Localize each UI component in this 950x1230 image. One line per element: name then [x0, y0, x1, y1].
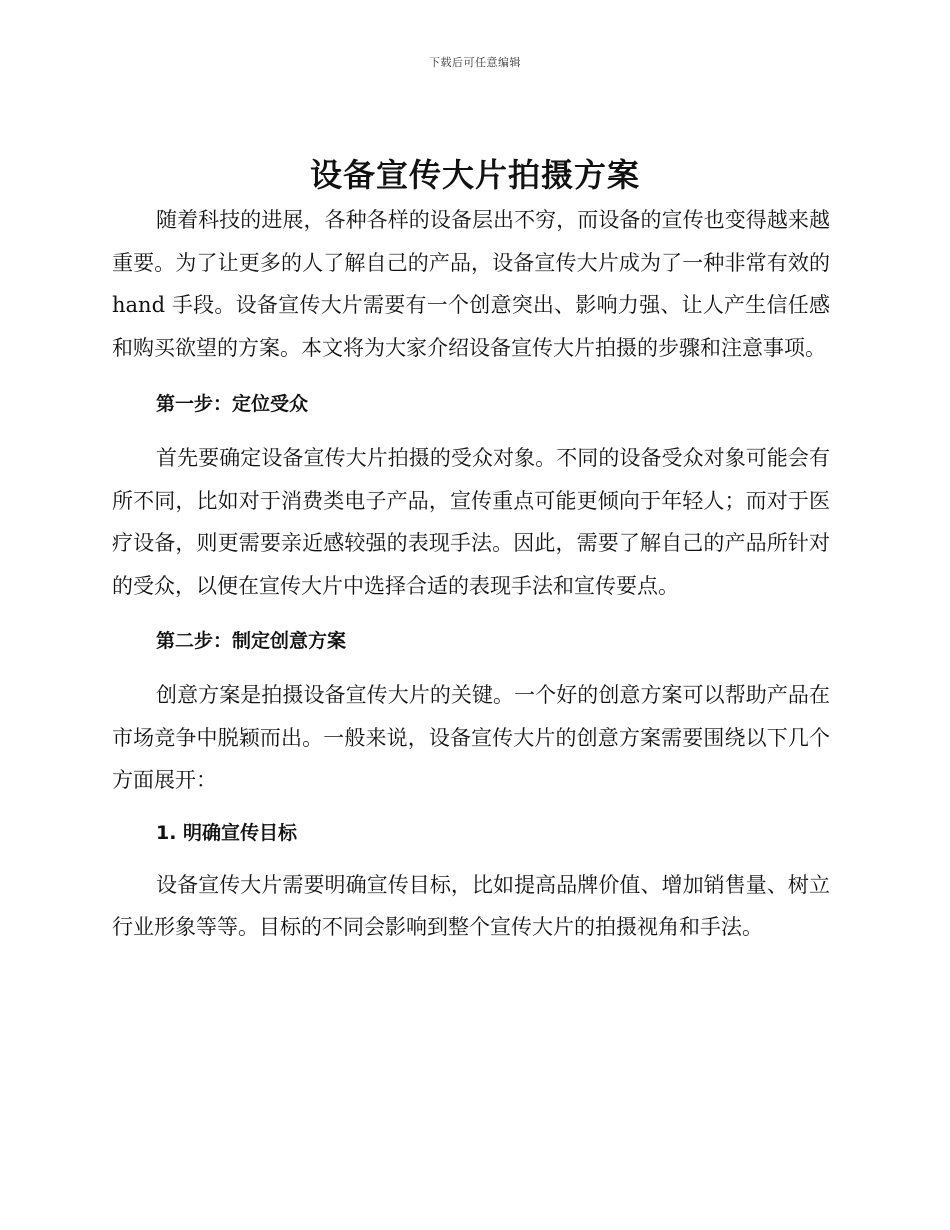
step2-heading: 第二步：制定创意方案 [156, 630, 347, 652]
intro-paragraph: 随着科技的进展，各种各样的设备层出不穷，而设备的宣传也变得越来越重要。为了让更多的人了解自己的产品，设备宣传大片成为了一种非常有效的 hand 手段。设备宣传大片需要有一个创意突出、影响力强、让人产生信任感和购买欲望的方案。本文将为大家介绍设备宣传大片拍摄的步骤和注意事项。 [112, 208, 830, 360]
subsection1-heading: 1. 明确宣传目标 [156, 821, 298, 844]
step1-heading: 第一步：定位受众 [156, 393, 309, 415]
header-note: 下载后可任意编辑 [429, 56, 521, 69]
document-title: 设备宣传大片拍摄方案 [309, 156, 640, 194]
subsection1-paragraph: 设备宣传大片需要明确宣传目标，比如提高品牌价值、增加销售量、树立行业形象等等。目标的不同会影响到整个宣传大片的拍摄视角和手法。 [112, 872, 830, 939]
document-body [112, 199, 830, 949]
step1-paragraph: 首先要确定设备宣传大片拍摄的受众对象。不同的设备受众对象可能会有所不同，比如对于消费类电子产品，宣传重点可能更倾向于年轻人；而对于医疗设备，则更需要亲近感较强的表现手法。因此，需要了解自己的产品所针对的受众，以便在宣传大片中选择合适的表现手法和宣传要点。 [112, 446, 830, 598]
step2-paragraph: 创意方案是拍摄设备宣传大片的关键。一个好的创意方案可以帮助产品在市场竞争中脱颖而出。一般来说，设备宣传大片的创意方案需要围绕以下几个方面展开： [112, 683, 830, 792]
